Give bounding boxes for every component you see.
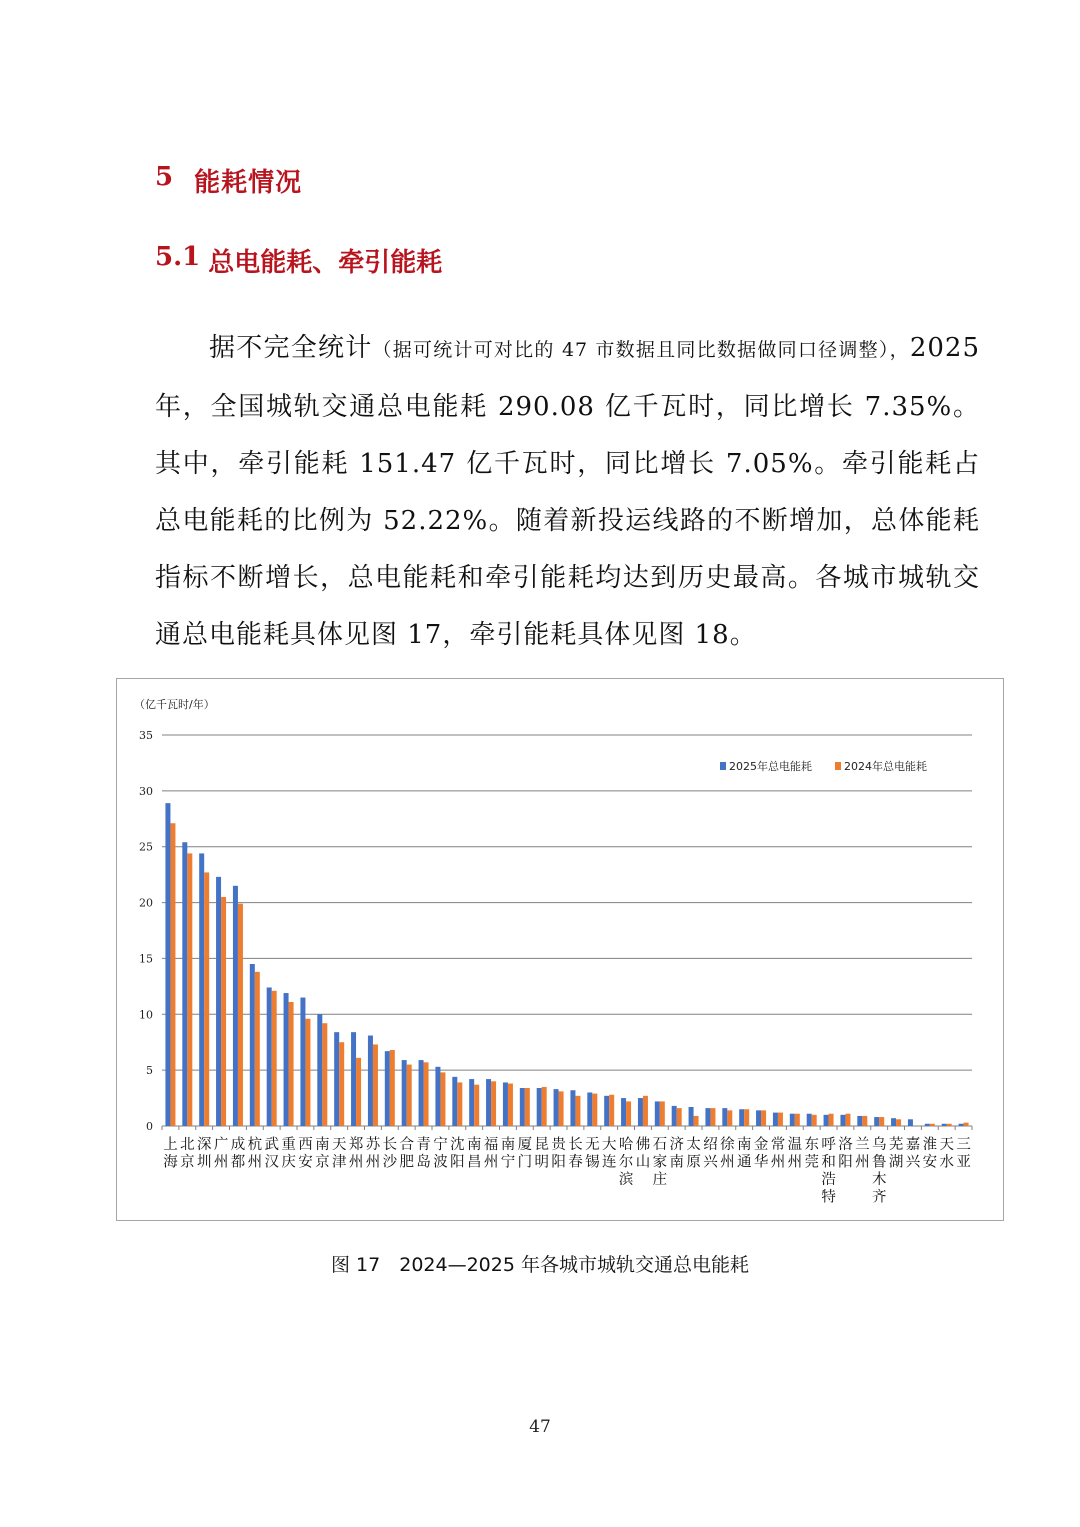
bar-2024	[694, 1116, 699, 1126]
bar-2025	[267, 987, 272, 1126]
figure-caption: 图 17 2024—2025 年各城市城轨交通总电能耗	[331, 1254, 749, 1276]
bar-2024	[356, 1058, 361, 1126]
bar-2024	[744, 1109, 749, 1126]
legend-swatch-2025	[720, 762, 726, 770]
energy-bar-chart	[117, 679, 1003, 1220]
bar-2025	[334, 1032, 339, 1126]
subsection-number: 5.1	[155, 242, 201, 272]
x-tick-label: 上海	[163, 1137, 178, 1171]
paragraph-lead: 据不完全统计	[209, 333, 373, 363]
bar-2025	[452, 1077, 457, 1126]
x-tick-label: 徐州	[720, 1137, 735, 1171]
x-tick-label: 兰州	[855, 1137, 870, 1171]
x-tick-label: 无锡	[585, 1137, 600, 1171]
bar-2024	[305, 1019, 310, 1126]
x-tick-label: 福州	[483, 1137, 499, 1171]
bar-2025	[368, 1036, 373, 1126]
bar-2024	[474, 1085, 479, 1126]
bar-2025	[840, 1115, 845, 1126]
x-tick-label: 济南	[669, 1137, 684, 1171]
y-tick-label: 15	[139, 952, 153, 966]
bar-2024	[508, 1084, 513, 1126]
x-tick-label: 厦门	[517, 1137, 533, 1171]
x-tick-label: 太原	[686, 1137, 701, 1171]
bar-2024	[204, 872, 209, 1126]
bar-2025	[756, 1110, 761, 1126]
bar-2025	[891, 1118, 896, 1126]
section-number: 5	[155, 162, 175, 192]
bar-2024	[626, 1101, 631, 1126]
bar-2025	[908, 1119, 913, 1126]
bar-2025	[570, 1090, 575, 1126]
bar-2024	[339, 1042, 344, 1126]
bar-2025	[537, 1088, 542, 1126]
bar-2024	[761, 1110, 766, 1126]
bar-2024	[373, 1044, 378, 1126]
bar-2025	[925, 1124, 930, 1126]
paragraph-note: （据可统计可对比的 47 市数据且同比数据做同口径调整），	[372, 339, 910, 361]
x-tick-label: 南宁	[500, 1137, 516, 1171]
bar-2024	[710, 1108, 715, 1126]
x-tick-label: 广州	[213, 1137, 229, 1171]
legend-swatch-2024	[835, 762, 841, 770]
bar-2025	[486, 1079, 491, 1126]
bar-2024	[390, 1050, 395, 1126]
x-tick-label: 常州	[770, 1137, 786, 1171]
x-tick-label: 大连	[601, 1137, 617, 1171]
bar-2024	[643, 1096, 648, 1126]
x-tick-label: 北京	[180, 1137, 195, 1171]
bar-2024	[525, 1088, 530, 1126]
bar-2025	[739, 1109, 744, 1126]
bar-2025	[216, 877, 221, 1126]
bar-2025	[857, 1116, 862, 1126]
bar-2024	[947, 1124, 952, 1126]
y-tick-label: 20	[139, 896, 153, 910]
bar-2025	[250, 964, 255, 1126]
x-tick-label: 东莞	[804, 1137, 819, 1171]
legend-label-2025: 2025年总电能耗	[729, 760, 812, 773]
bar-2024	[829, 1114, 834, 1126]
x-tick-label: 天津	[331, 1137, 347, 1171]
y-tick-label: 0	[146, 1120, 153, 1133]
body-paragraph	[155, 320, 980, 664]
bar-2024	[930, 1124, 935, 1126]
x-tick-label: 天水	[939, 1137, 954, 1171]
bar-2025	[469, 1079, 474, 1126]
bar-2024	[255, 972, 260, 1126]
subsection-heading	[155, 242, 442, 279]
bar-2024	[187, 853, 192, 1126]
bar-2025	[722, 1108, 727, 1126]
legend-label-2024: 2024年总电能耗	[844, 760, 927, 773]
x-tick-label: 金华	[753, 1137, 769, 1171]
bar-2024	[677, 1108, 682, 1126]
y-tick-label: 35	[139, 729, 153, 742]
bar-2024	[542, 1087, 547, 1126]
bar-2025	[621, 1098, 626, 1126]
bar-2025	[604, 1096, 609, 1126]
x-tick-label: 宁波	[433, 1137, 448, 1171]
y-tick-label: 30	[139, 784, 153, 798]
bar-2024	[964, 1123, 969, 1126]
x-tick-label: 绍兴	[703, 1137, 718, 1171]
bar-2025	[689, 1107, 694, 1126]
bar-2025	[655, 1101, 660, 1126]
bar-2025	[435, 1067, 440, 1126]
page-number: 47	[529, 1417, 551, 1437]
x-tick-label: 武汉	[264, 1137, 279, 1171]
bar-2024	[424, 1062, 429, 1126]
x-tick-label: 嘉兴	[905, 1137, 921, 1171]
bar-2024	[170, 823, 175, 1126]
y-axis-label: （亿千瓦时/年）	[134, 698, 215, 711]
x-tick-label: 南昌	[466, 1137, 482, 1171]
bar-2025	[942, 1124, 947, 1126]
bar-2025	[520, 1088, 525, 1126]
bar-2024	[812, 1115, 817, 1126]
bar-2025	[959, 1124, 964, 1126]
subsection-title: 总电能耗、牵引能耗	[208, 248, 443, 278]
bar-2025	[503, 1082, 508, 1126]
bar-2024	[845, 1114, 850, 1126]
section-title: 能耗情况	[194, 168, 303, 198]
bar-2025	[773, 1113, 778, 1126]
bar-2024	[660, 1101, 665, 1126]
x-tick-label: 洛阳	[838, 1137, 853, 1171]
x-tick-label: 沈阳	[450, 1137, 465, 1171]
x-tick-label: 长沙	[382, 1137, 398, 1171]
paragraph-body: 2025 年，全国城轨交通总电能耗 290.08 亿千瓦时，同比增长 7.35%。其中，牵引能耗 151.47 亿千瓦时，同比增长 7.05%。牵引能耗占总电能耗的比例为 52.22%。随着新投运线路的不断增加，总体能耗指标不断增长，总电能耗和牵引能耗均达到历史最高。各城市城轨交通总电能耗具体见图 17，牵引能耗具体见图 18。	[155, 333, 980, 650]
bar-2025	[807, 1114, 812, 1126]
y-tick-label: 10	[139, 1008, 153, 1022]
x-tick-label: 深圳	[196, 1137, 212, 1171]
x-tick-label: 青岛	[416, 1137, 431, 1171]
bar-2025	[199, 853, 204, 1126]
bar-2024	[407, 1065, 412, 1126]
bar-2025	[385, 1051, 390, 1126]
bar-2024	[440, 1072, 445, 1126]
bar-2024	[575, 1096, 580, 1126]
bar-2024	[879, 1117, 884, 1126]
bar-2025	[402, 1060, 407, 1126]
bar-2025	[672, 1106, 677, 1126]
bar-2025	[705, 1108, 710, 1126]
bar-2025	[165, 803, 170, 1126]
x-tick-label: 重庆	[281, 1137, 296, 1171]
energy-chart	[116, 678, 1004, 1221]
bar-2024	[559, 1091, 564, 1126]
x-tick-label: 哈尔滨	[618, 1137, 634, 1188]
bar-2024	[778, 1113, 783, 1126]
bar-2024	[491, 1081, 496, 1126]
bar-2025	[300, 998, 305, 1126]
bar-2024	[896, 1119, 901, 1126]
bar-2024	[457, 1082, 462, 1126]
x-tick-label: 南京	[315, 1137, 330, 1171]
bar-2025	[351, 1032, 356, 1126]
x-tick-label: 淮安	[922, 1137, 938, 1171]
x-tick-label: 呼和浩特	[821, 1137, 836, 1206]
bar-2024	[609, 1095, 614, 1126]
bar-2024	[272, 991, 277, 1126]
x-tick-label: 石家庄	[652, 1137, 668, 1188]
bar-2025	[419, 1060, 424, 1126]
x-tick-label: 长春	[568, 1137, 583, 1171]
x-tick-label: 成都	[230, 1137, 246, 1171]
bar-2025	[284, 993, 289, 1126]
x-tick-label: 佛山	[635, 1137, 651, 1171]
bar-2024	[727, 1110, 732, 1126]
bar-2024	[322, 1023, 327, 1126]
x-tick-label: 郑州	[348, 1137, 364, 1171]
x-tick-label: 贵阳	[551, 1137, 566, 1171]
bar-2025	[790, 1114, 795, 1126]
x-tick-label: 芜湖	[888, 1137, 904, 1171]
bar-2024	[238, 904, 243, 1126]
x-tick-label: 乌鲁木齐	[871, 1137, 887, 1206]
bar-2025	[874, 1117, 879, 1126]
x-tick-label: 苏州	[365, 1137, 381, 1171]
x-tick-label: 昆明	[534, 1137, 549, 1171]
x-tick-label: 三亚	[956, 1137, 971, 1171]
bar-2025	[233, 886, 238, 1126]
bar-2025	[587, 1092, 592, 1126]
bar-2025	[182, 842, 187, 1126]
bar-2025	[824, 1115, 829, 1126]
bar-2024	[592, 1094, 597, 1126]
bar-2024	[221, 897, 226, 1126]
x-tick-label: 南通	[736, 1137, 752, 1171]
x-tick-label: 西安	[298, 1137, 313, 1171]
x-tick-label: 温州	[787, 1137, 803, 1171]
bar-2025	[554, 1089, 559, 1126]
x-tick-label: 合肥	[399, 1137, 414, 1171]
bar-2024	[795, 1114, 800, 1126]
y-tick-label: 5	[146, 1064, 153, 1078]
bar-2025	[317, 1014, 322, 1126]
y-tick-label: 25	[139, 840, 153, 854]
section-heading	[155, 162, 302, 199]
x-tick-label: 杭州	[247, 1137, 263, 1171]
bar-2024	[289, 1002, 294, 1126]
bar-2025	[638, 1098, 643, 1126]
bar-2024	[862, 1116, 867, 1126]
